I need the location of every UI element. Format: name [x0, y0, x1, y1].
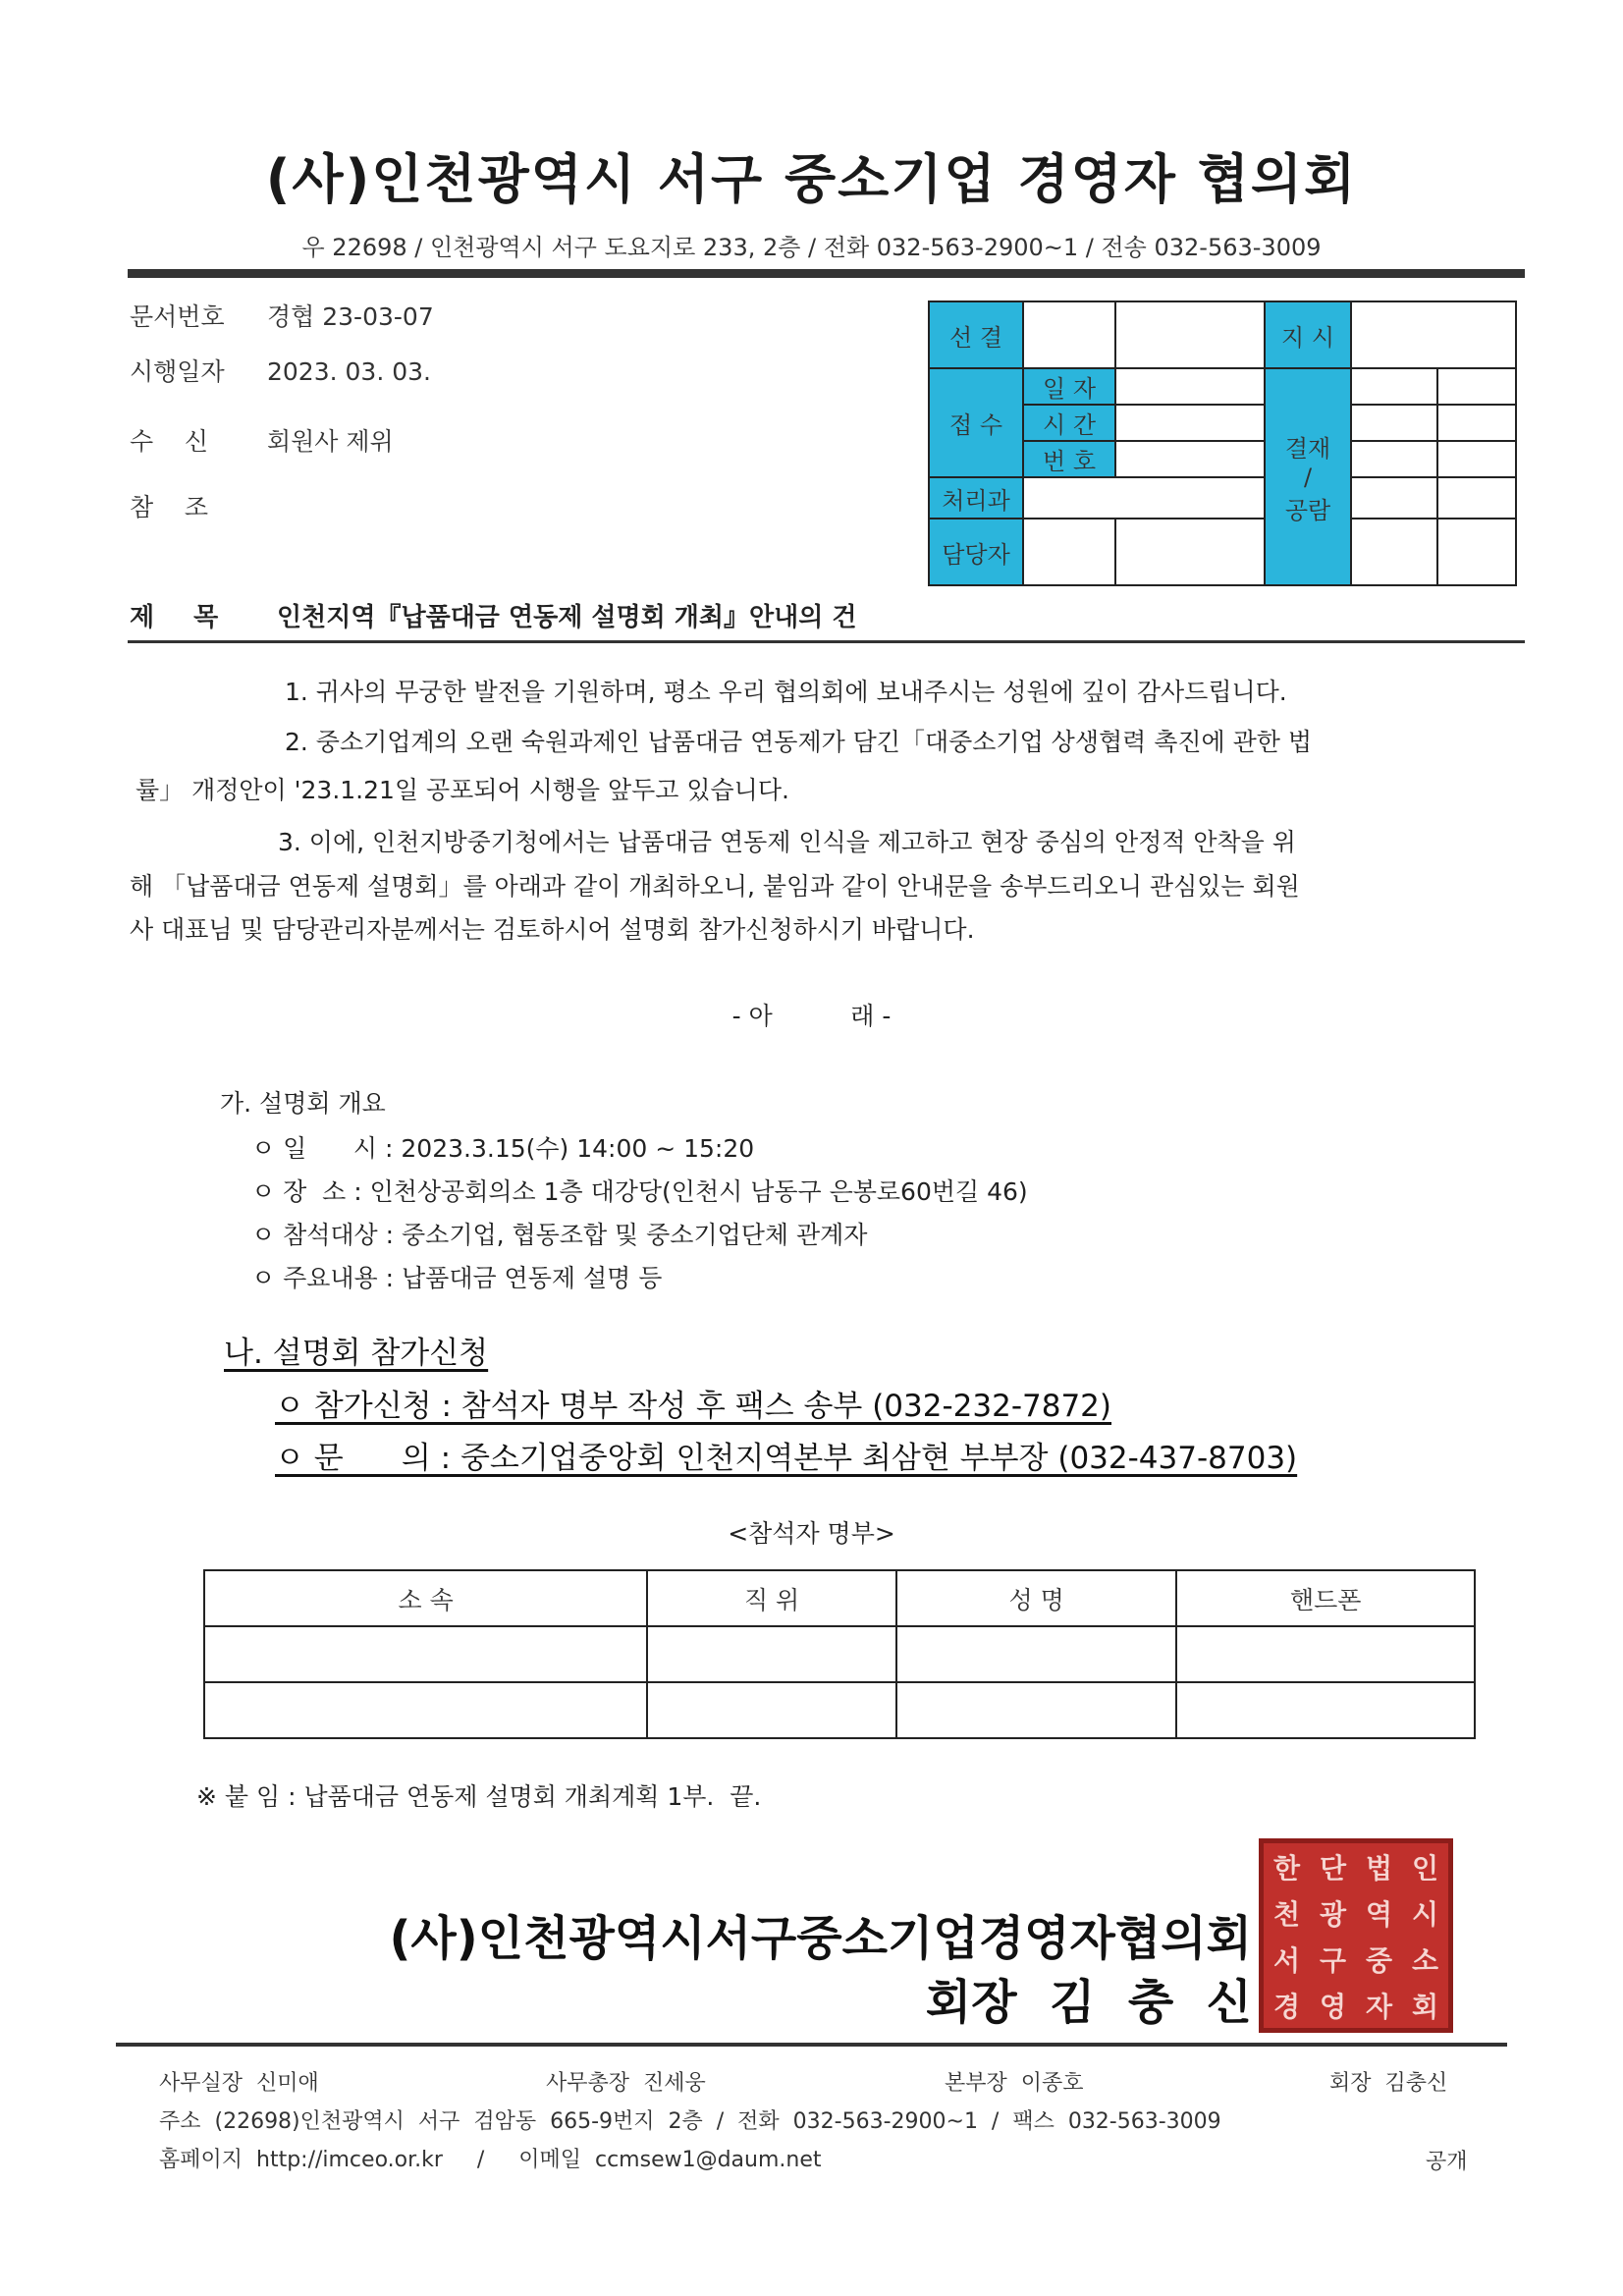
- seal-character: 영: [1319, 1990, 1347, 2023]
- sign-cell-5a: [1351, 519, 1437, 585]
- roster-caption: <참석자 명부>: [728, 1519, 895, 1548]
- sign-cell-4b: [1437, 477, 1516, 519]
- jisi-label: 지 시: [1265, 301, 1351, 368]
- footer-staff-director: 본부장 이종호: [945, 2071, 1084, 2096]
- signature-org: (사)인천광역시서구중소기업경영자협의회: [389, 1911, 1252, 1966]
- ilja-cell: [1115, 368, 1265, 405]
- seal-character: 구: [1319, 1943, 1347, 1977]
- reference-label: 참 조: [130, 493, 209, 521]
- beonho-cell: [1115, 441, 1265, 477]
- seal-character: 서: [1272, 1943, 1301, 1977]
- signature-chair: 회장 김 충 신: [925, 1975, 1252, 2030]
- damdangja-cell-2: [1115, 519, 1265, 585]
- seal-character: 소: [1411, 1943, 1439, 1977]
- sign-cell-3a: [1351, 441, 1437, 477]
- seal-character: 자: [1365, 1990, 1393, 2023]
- issue-date: 2023. 03. 03.: [267, 357, 431, 386]
- roster-cell[interactable]: [896, 1682, 1177, 1738]
- damdangja-cell: [1023, 519, 1115, 585]
- section-a-item-attendees: ㅇ 참석대상 : 중소기업, 협동조합 및 중소기업단체 관계자: [251, 1221, 868, 1249]
- footer-divider: [116, 2043, 1507, 2047]
- roster-header-name: 성 명: [896, 1570, 1177, 1626]
- gyeoljae-text: 결재: [1284, 434, 1331, 463]
- footer-public-flag: 공개: [1426, 2150, 1468, 2174]
- gongram-text: 공람: [1284, 496, 1331, 524]
- seal-character: 역: [1365, 1897, 1393, 1931]
- footer-address: 주소 (22698)인천광역시 서구 검암동 665-9번지 2층 / 전화 032-563-2900~1 / 팩스 032-563-3009: [159, 2109, 1221, 2134]
- damdangja-label: 담당자: [929, 519, 1023, 585]
- footer-web: 홈페이지 http://imceo.or.kr / 이메일 ccmsew1@daum.net: [159, 2148, 822, 2172]
- body-paragraph-2b: 률」 개정안이 '23.1.21일 공포되어 시행을 앞두고 있습니다.: [135, 776, 789, 804]
- roster-table: [203, 1569, 1476, 1739]
- gyeoljae-slash: /: [1303, 463, 1313, 491]
- doc-number-row: [130, 298, 434, 333]
- table-row: [204, 1626, 1475, 1682]
- section-b-inquiry: ㅇ 문 의 : 중소기업중앙회 인천지역본부 최삼현 부부장 (032-437-8703): [275, 1441, 1298, 1476]
- seal-character: 한: [1272, 1851, 1301, 1885]
- gyeoljae-label: [1265, 368, 1351, 585]
- sign-cell-2a: [1351, 405, 1437, 441]
- subject-label: 제목: [130, 603, 258, 632]
- body-paragraph-3c: 사 대표님 및 담당관리자분께서는 검토하시어 설명회 참가신청하시기 바랍니다.: [130, 915, 975, 944]
- attachment-note: ※ 붙 임 : 납품대금 연동제 설명회 개최계획 1부. 끝.: [196, 1782, 762, 1811]
- seal-character: 경: [1272, 1990, 1301, 2023]
- seal-character: 단: [1319, 1851, 1347, 1885]
- roster-cell[interactable]: [204, 1626, 647, 1682]
- roster-cell[interactable]: [896, 1626, 1177, 1682]
- subject-divider: [128, 640, 1525, 643]
- document-title: (사)인천광역시 서구 중소기업 경영자 협의회: [265, 148, 1358, 210]
- recipient-label: 수 신: [130, 427, 209, 456]
- doc-number: 경협 23-03-07: [267, 302, 434, 331]
- body-paragraph-2a: 2. 중소기업계의 오랜 숙원과제인 납품대금 연동제가 담긴「대중소기업 상생협력 촉진에 관한 법: [285, 728, 1313, 756]
- body-paragraph-3a: 3. 이에, 인천지방중기청에서는 납품대금 연동제 인식을 제고하고 현장 중심의 안정적 안착을 위: [278, 828, 1296, 856]
- roster-cell[interactable]: [647, 1626, 896, 1682]
- seal-character: 회: [1411, 1990, 1439, 2023]
- roster-cell[interactable]: [647, 1682, 896, 1738]
- roster-cell[interactable]: [1176, 1682, 1475, 1738]
- roster-header-affiliation: 소 속: [204, 1570, 647, 1626]
- seongyeol-cell: [1023, 301, 1115, 368]
- recipient-row: [130, 422, 394, 458]
- seal-character: 인: [1411, 1851, 1439, 1885]
- sign-cell-1a: [1351, 368, 1437, 405]
- seal-character: 천: [1272, 1897, 1301, 1931]
- jisi-cell: [1351, 301, 1516, 368]
- approval-table: [928, 301, 1517, 586]
- subject-row: [130, 597, 857, 633]
- seal-character: 시: [1411, 1897, 1439, 1931]
- cheorigwa-cell: [1023, 477, 1265, 519]
- roster-cell[interactable]: [204, 1682, 647, 1738]
- body-paragraph-1: 1. 귀사의 무궁한 발전을 기원하며, 평소 우리 협의회에 보내주시는 성원에 깊이 감사드립니다.: [285, 678, 1287, 706]
- footer-staff-secretary-general: 사무총장 진세웅: [546, 2071, 706, 2096]
- sign-cell-4a: [1351, 477, 1437, 519]
- seal-character: 광: [1319, 1897, 1347, 1931]
- section-b-title: 나. 설명회 참가신청: [224, 1336, 489, 1371]
- section-b-apply: ㅇ 참가신청 : 참석자 명부 작성 후 팩스 송부 (032-232-7872): [275, 1389, 1112, 1424]
- section-a-title: 가. 설명회 개요: [220, 1089, 386, 1118]
- body-paragraph-3b: 해 「납품대금 연동제 설명회」를 아래과 같이 개최하오니, 붙임과 같이 안내문을 송부드리오니 관심있는 회원: [130, 872, 1300, 901]
- sign-cell-2b: [1437, 405, 1516, 441]
- sigan-label: 시 간: [1023, 405, 1115, 441]
- sign-cell-1b: [1437, 368, 1516, 405]
- roster-header-position: 직 위: [647, 1570, 896, 1626]
- seal-character: 법: [1365, 1851, 1393, 1885]
- sigan-cell: [1115, 405, 1265, 441]
- table-row: [204, 1682, 1475, 1738]
- issue-date-row: [130, 353, 431, 388]
- jeopsu-label: 접 수: [929, 368, 1023, 477]
- sign-cell-3b: [1437, 441, 1516, 477]
- section-a-item-place: ㅇ 장 소 : 인천상공회의소 1층 대강당(인천시 남동구 은봉로60번길 46): [251, 1177, 1028, 1206]
- seal-character: 중: [1365, 1943, 1393, 1977]
- recipient: 회원사 제위: [267, 427, 394, 456]
- cheorigwa-label: 처리과: [929, 477, 1023, 519]
- roster-cell[interactable]: [1176, 1626, 1475, 1682]
- footer-staff-office-manager: 사무실장 신미애: [159, 2071, 319, 2096]
- reference-row: [130, 488, 267, 523]
- seongyeol-cell-2: [1115, 301, 1265, 368]
- header-divider: [128, 269, 1525, 278]
- below-marker: - 아 래 -: [731, 1002, 892, 1030]
- issue-date-label: 시행일자: [130, 357, 225, 386]
- roster-header-phone: 핸드폰: [1176, 1570, 1475, 1626]
- doc-number-label: 문서번호: [130, 302, 225, 331]
- sign-cell-5b: [1437, 519, 1516, 585]
- seongyeol-label: 선 결: [929, 301, 1023, 368]
- header-address: 우 22698 / 인천광역시 서구 도요지로 233, 2층 / 전화 032-563-2900~1 / 전송 032-563-3009: [301, 234, 1322, 261]
- section-a-item-date: ㅇ 일 시 : 2023.3.15(수) 14:00 ~ 15:20: [251, 1134, 755, 1163]
- beonho-label: 번 호: [1023, 441, 1115, 477]
- ilja-label: 일 자: [1023, 368, 1115, 405]
- section-a-item-content: ㅇ 주요내용 : 납품대금 연동제 설명 등: [251, 1264, 663, 1292]
- subject-text: 인천지역『납품대금 연동제 설명회 개최』안내의 건: [277, 603, 857, 632]
- footer-staff-chair: 회장 김충신: [1329, 2071, 1448, 2096]
- official-seal-stamp: [1259, 1838, 1453, 2033]
